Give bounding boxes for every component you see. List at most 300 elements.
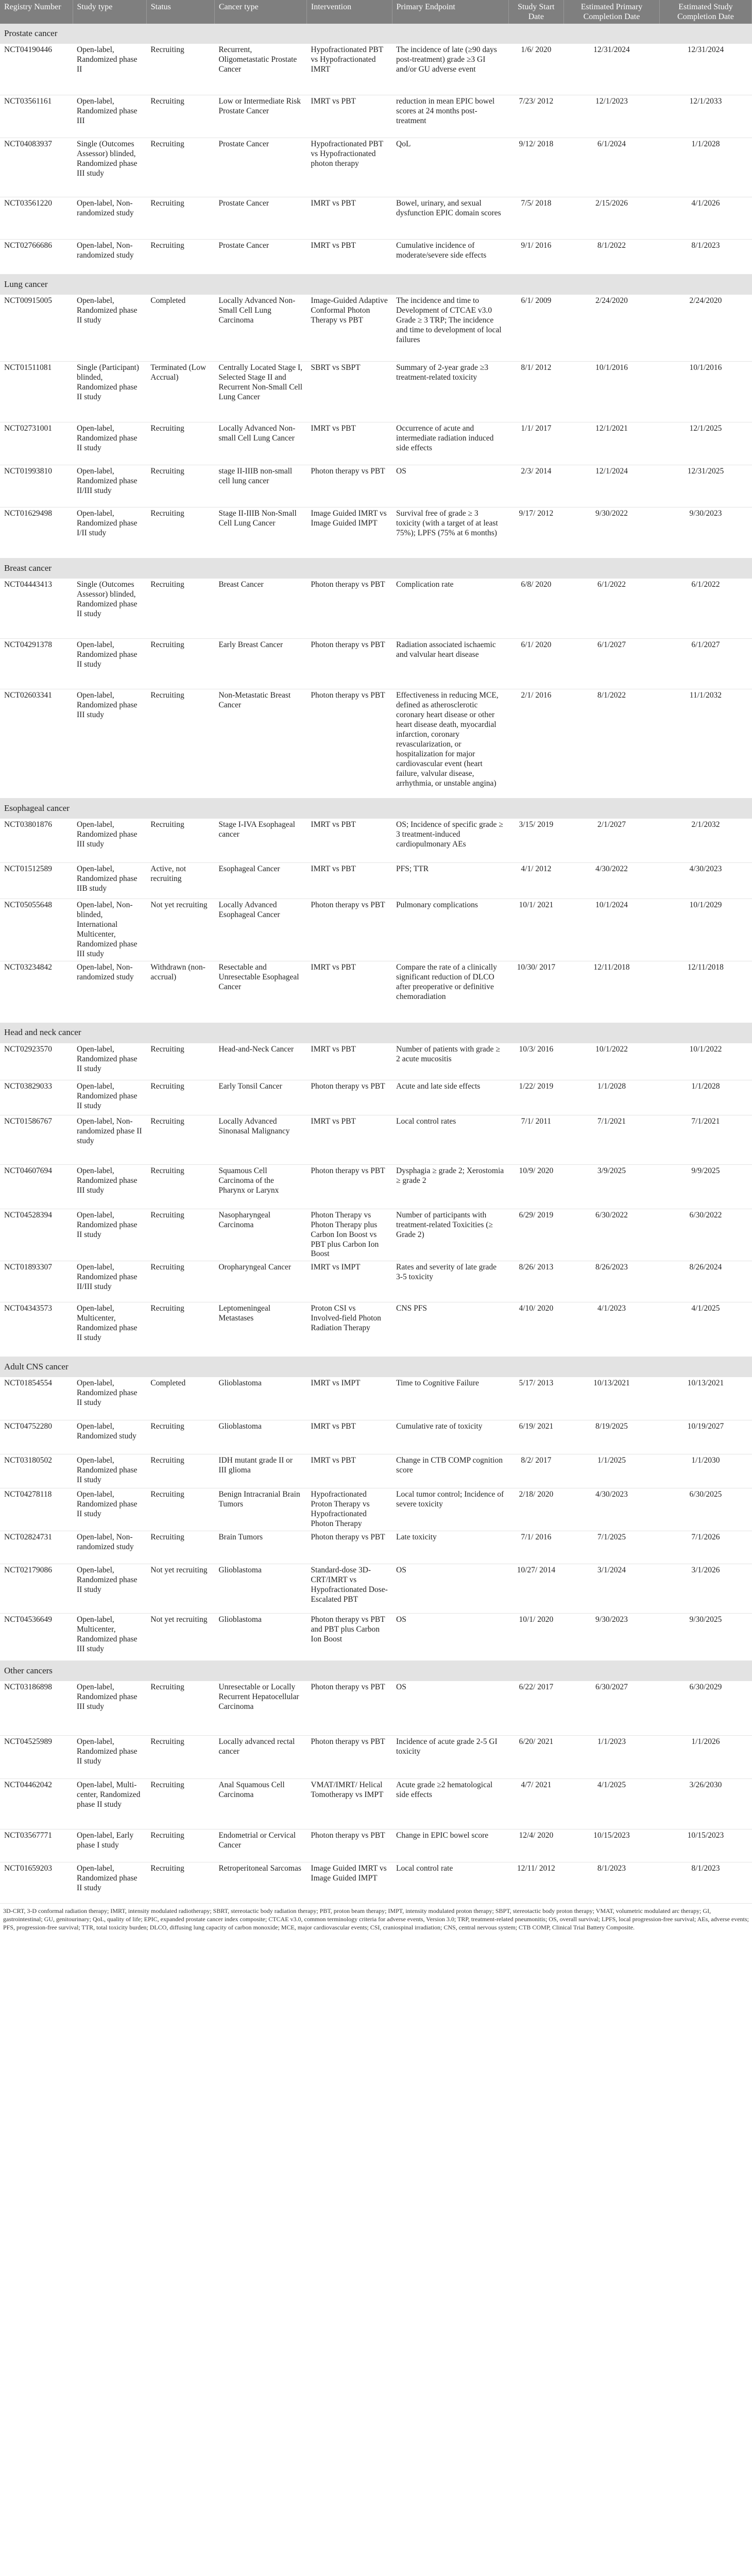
cell-status: Recruiting (146, 95, 214, 138)
cell-registry-number: NCT01854554 (0, 1377, 73, 1420)
cell-primary-endpoint: Acute and late side effects (392, 1080, 508, 1115)
cell-status: Terminated (Low Accrual) (146, 362, 214, 422)
cell-primary-endpoint: Survival free of grade ≥ 3 toxicity (with a target of at least 75%); LPFS (75% at 6 months) (392, 507, 508, 558)
cell-study-start-date: 6/22/ 2017 (508, 1681, 563, 1735)
cell-study-completion-date: 6/30/2025 (659, 1488, 751, 1531)
table-row (0, 1862, 752, 1903)
cell-cancer-type: Oropharyngeal Cancer (214, 1261, 306, 1302)
cell-primary-endpoint: Cumulative incidence of moderate/severe side effects (392, 240, 508, 275)
cell-study-start-date: 4/1/ 2012 (508, 863, 563, 899)
cell-study-type: Open-label, Randomized phase II/III study (73, 465, 146, 507)
cell-cancer-type: Unresectable or Locally Recurrent Hepatocellular Carcinoma (214, 1681, 306, 1735)
cell-primary-completion-date: 12/1/2023 (564, 95, 660, 138)
cell-study-start-date: 7/1/ 2011 (508, 1115, 563, 1164)
cell-intervention: Proton CSI vs Involved-field Photon Radiation Therapy (306, 1302, 392, 1357)
cell-primary-completion-date: 9/30/2023 (564, 1613, 660, 1660)
cell-intervention: SBRT vs SBPT (306, 362, 392, 422)
cell-primary-endpoint: Change in CTB COMP cognition score (392, 1454, 508, 1488)
cell-study-completion-date: 11/1/2032 (659, 689, 751, 799)
cell-study-completion-date: 9/30/2023 (659, 507, 751, 558)
cell-intervention: IMRT vs PBT (306, 197, 392, 240)
cell-status: Recruiting (146, 507, 214, 558)
cell-study-completion-date: 8/1/2023 (659, 1862, 751, 1903)
table-row (0, 1209, 752, 1261)
cell-primary-endpoint: reduction in mean EPIC bowel scores at 24 months post-treatment (392, 95, 508, 138)
cell-study-completion-date: 7/1/2026 (659, 1531, 751, 1564)
cell-primary-endpoint: Compare the rate of a clinically significant reduction of DLCO after preoperative or definitive chemoradiation (392, 961, 508, 1023)
cell-primary-completion-date: 10/13/2021 (564, 1377, 660, 1420)
cell-cancer-type: Non-Metastatic Breast Cancer (214, 689, 306, 799)
cell-status: Recruiting (146, 240, 214, 275)
cell-cancer-type: Resectable and Unresectable Esophageal Cancer (214, 961, 306, 1023)
cell-cancer-type: Locally Advanced Non-small Cell Lung Cancer (214, 422, 306, 465)
cell-study-completion-date: 12/31/2024 (659, 44, 751, 95)
table-row (0, 1115, 752, 1164)
cell-primary-endpoint: Dysphagia ≥ grade 2; Xerostomia ≥ grade 2 (392, 1164, 508, 1209)
cell-intervention: IMRT vs PBT (306, 961, 392, 1023)
cell-primary-completion-date: 8/1/2022 (564, 689, 660, 799)
cell-primary-endpoint: QoL (392, 138, 508, 197)
cell-study-start-date: 10/30/ 2017 (508, 961, 563, 1023)
cell-registry-number: NCT03180502 (0, 1454, 73, 1488)
cell-primary-completion-date: 12/1/2024 (564, 465, 660, 507)
cell-study-completion-date: 1/1/2026 (659, 1735, 751, 1778)
cell-study-completion-date: 4/30/2023 (659, 863, 751, 899)
cell-intervention: IMRT vs PBT (306, 422, 392, 465)
section-title: Lung cancer (0, 275, 752, 295)
cell-study-start-date: 12/4/ 2020 (508, 1829, 563, 1862)
cell-registry-number: NCT02603341 (0, 689, 73, 799)
cell-primary-completion-date: 10/1/2024 (564, 899, 660, 961)
cell-intervention: Photon therapy vs PBT (306, 689, 392, 799)
cell-study-completion-date: 6/1/2022 (659, 579, 751, 639)
cell-primary-completion-date: 10/1/2016 (564, 362, 660, 422)
cell-study-start-date: 2/3/ 2014 (508, 465, 563, 507)
cell-study-type: Open-label, Randomized phase II study (73, 1735, 146, 1778)
cell-intervention: Photon therapy vs PBT (306, 1681, 392, 1735)
table-row (0, 1488, 752, 1531)
cell-cancer-type: Nasopharyngeal Carcinoma (214, 1209, 306, 1261)
table-row (0, 95, 752, 138)
cell-study-completion-date: 10/19/2027 (659, 1420, 751, 1454)
cell-status: Recruiting (146, 1164, 214, 1209)
cell-status: Recruiting (146, 1209, 214, 1261)
cell-study-completion-date: 6/30/2022 (659, 1209, 751, 1261)
cell-primary-completion-date: 1/1/2023 (564, 1735, 660, 1778)
cell-cancer-type: Benign Intracranial Brain Tumors (214, 1488, 306, 1531)
section-title: Adult CNS cancer (0, 1357, 752, 1377)
cell-primary-completion-date: 4/1/2023 (564, 1302, 660, 1357)
cell-study-type: Open-label, Randomized phase II study (73, 422, 146, 465)
cell-registry-number: NCT03567771 (0, 1829, 73, 1862)
cell-study-type: Open-label, Non-randomized study (73, 197, 146, 240)
cell-registry-number: NCT01511081 (0, 362, 73, 422)
cell-study-completion-date: 12/1/2033 (659, 95, 751, 138)
cell-primary-completion-date: 2/24/2020 (564, 295, 660, 362)
cell-primary-endpoint: The incidence and time to Development of CTCAE v3.0 Grade ≥ 3 TRP; The incidence and time to development of local failures (392, 295, 508, 362)
cell-primary-endpoint: Radiation associated ischaemic and valvular heart disease (392, 639, 508, 689)
cell-cancer-type: Breast Cancer (214, 579, 306, 639)
cell-cancer-type: Prostate Cancer (214, 240, 306, 275)
cell-primary-completion-date: 6/1/2022 (564, 579, 660, 639)
cell-study-type: Open-label, Randomized phase II study (73, 1043, 146, 1080)
cell-primary-endpoint: Number of patients with grade ≥ 2 acute mucositis (392, 1043, 508, 1080)
cell-primary-endpoint: OS (392, 1564, 508, 1613)
cell-status: Recruiting (146, 639, 214, 689)
cell-cancer-type: Recurrent, Oligometastatic Prostate Cancer (214, 44, 306, 95)
cell-status: Recruiting (146, 579, 214, 639)
table-row (0, 465, 752, 507)
table-row (0, 1261, 752, 1302)
cell-registry-number: NCT03561220 (0, 197, 73, 240)
cell-study-type: Open-label, Non-randomized study (73, 961, 146, 1023)
cell-study-type: Open-label, Multi-center, Randomized phase II study (73, 1778, 146, 1829)
cell-study-type: Open-label, Early phase I study (73, 1829, 146, 1862)
cell-intervention: Image-Guided Adaptive Conformal Photon Therapy vs PBT (306, 295, 392, 362)
cell-study-completion-date: 2/1/2032 (659, 819, 751, 863)
cell-study-completion-date: 10/1/2029 (659, 899, 751, 961)
cell-study-completion-date: 6/1/2027 (659, 639, 751, 689)
cell-study-type: Open-label, Randomized phase II (73, 44, 146, 95)
cell-primary-endpoint: OS (392, 1613, 508, 1660)
cell-study-completion-date: 9/30/2025 (659, 1613, 751, 1660)
cell-cancer-type: Brain Tumors (214, 1531, 306, 1564)
cell-primary-endpoint: OS; Incidence of specific grade ≥ 3 treatment-induced cardiopulmonary AEs (392, 819, 508, 863)
cell-primary-endpoint: Summary of 2-year grade ≥3 treatment-related toxicity (392, 362, 508, 422)
cell-registry-number: NCT05055648 (0, 899, 73, 961)
cell-study-type: Open-label, Randomized phase IIB study (73, 863, 146, 899)
table-row (0, 1377, 752, 1420)
cell-primary-completion-date: 8/1/2022 (564, 240, 660, 275)
cell-primary-completion-date: 7/1/2025 (564, 1531, 660, 1564)
section-title: Head and neck cancer (0, 1023, 752, 1043)
cell-study-start-date: 9/12/ 2018 (508, 138, 563, 197)
cell-study-start-date: 8/2/ 2017 (508, 1454, 563, 1488)
cell-cancer-type: Stage II-IIIB Non-Small Cell Lung Cancer (214, 507, 306, 558)
cell-status: Recruiting (146, 1829, 214, 1862)
cell-cancer-type: IDH mutant grade II or III glioma (214, 1454, 306, 1488)
cell-registry-number: NCT03561161 (0, 95, 73, 138)
cell-intervention: Photon therapy vs PBT (306, 465, 392, 507)
table-row (0, 422, 752, 465)
cell-status: Recruiting (146, 1261, 214, 1302)
cell-primary-completion-date: 8/26/2023 (564, 1261, 660, 1302)
header-status: Status (146, 0, 214, 24)
cell-registry-number: NCT02766686 (0, 240, 73, 275)
cell-primary-endpoint: PFS; TTR (392, 863, 508, 899)
cell-study-type: Open-label, Non-blinded, International Multicenter, Randomized phase III study (73, 899, 146, 961)
cell-status: Recruiting (146, 1488, 214, 1531)
cell-study-start-date: 6/20/ 2021 (508, 1735, 563, 1778)
cell-intervention: Photon therapy vs PBT (306, 1080, 392, 1115)
cell-intervention: IMRT vs PBT (306, 1420, 392, 1454)
cell-study-type: Open-label, Randomized phase II study (73, 639, 146, 689)
cell-registry-number: NCT02923570 (0, 1043, 73, 1080)
cell-study-type: Open-label, Randomized phase III (73, 95, 146, 138)
cell-primary-completion-date: 1/1/2025 (564, 1454, 660, 1488)
header-study-type: Study type (73, 0, 146, 24)
cell-status: Recruiting (146, 1043, 214, 1080)
cell-study-completion-date: 10/1/2022 (659, 1043, 751, 1080)
cell-study-start-date: 2/18/ 2020 (508, 1488, 563, 1531)
cell-registry-number: NCT01993810 (0, 465, 73, 507)
cell-study-type: Open-label, Randomized phase III study (73, 819, 146, 863)
cell-study-type: Open-label, Non-randomized study (73, 1531, 146, 1564)
cell-study-start-date: 3/15/ 2019 (508, 819, 563, 863)
cell-primary-endpoint: Local tumor control; Incidence of severe toxicity (392, 1488, 508, 1531)
cell-study-start-date: 9/17/ 2012 (508, 507, 563, 558)
cell-intervention: Photon therapy vs PBT (306, 579, 392, 639)
section-title: Prostate cancer (0, 24, 752, 44)
cell-study-start-date: 2/1/ 2016 (508, 689, 563, 799)
table-row (0, 579, 752, 639)
cell-registry-number: NCT04190446 (0, 44, 73, 95)
table-row (0, 1564, 752, 1613)
cell-registry-number: NCT03829033 (0, 1080, 73, 1115)
cell-study-start-date: 1/1/ 2017 (508, 422, 563, 465)
cell-primary-completion-date: 12/11/2018 (564, 961, 660, 1023)
cell-study-completion-date: 10/13/2021 (659, 1377, 751, 1420)
header-intervention: Intervention (306, 0, 392, 24)
cell-primary-endpoint: Local control rates (392, 1115, 508, 1164)
cell-primary-completion-date: 8/1/2023 (564, 1862, 660, 1903)
cell-cancer-type: Stage I-IVA Esophageal cancer (214, 819, 306, 863)
cell-status: Recruiting (146, 1681, 214, 1735)
cell-intervention: Photon therapy vs PBT (306, 1735, 392, 1778)
cell-study-start-date: 6/8/ 2020 (508, 579, 563, 639)
table-row (0, 1681, 752, 1735)
cell-study-completion-date: 3/1/2026 (659, 1564, 751, 1613)
cell-study-start-date: 6/1/ 2009 (508, 295, 563, 362)
cell-status: Not yet recruiting (146, 1564, 214, 1613)
cell-study-type: Open-label, Non-randomized study (73, 240, 146, 275)
cell-registry-number: NCT04343573 (0, 1302, 73, 1357)
cell-cancer-type: Head-and-Neck Cancer (214, 1043, 306, 1080)
header-primary-completion-date: Estimated Primary Completion Date (564, 0, 660, 24)
cell-intervention: Photon Therapy vs Photon Therapy plus Carbon Ion Boost vs PBT plus Carbon Ion Boost (306, 1209, 392, 1261)
cell-study-start-date: 10/1/ 2021 (508, 899, 563, 961)
cell-registry-number: NCT01512589 (0, 863, 73, 899)
cell-status: Withdrawn (non-accrual) (146, 961, 214, 1023)
cell-study-completion-date: 8/26/2024 (659, 1261, 751, 1302)
cell-study-type: Open-label, Randomized study (73, 1420, 146, 1454)
cell-primary-endpoint: Rates and severity of late grade 3-5 toxicity (392, 1261, 508, 1302)
cell-study-completion-date: 9/9/2025 (659, 1164, 751, 1209)
cell-intervention: IMRT vs PBT (306, 240, 392, 275)
table-row (0, 689, 752, 799)
cell-cancer-type: Squamous Cell Carcinoma of the Pharynx or Larynx (214, 1164, 306, 1209)
cell-primary-endpoint: CNS PFS (392, 1302, 508, 1357)
cell-status: Active, not recruiting (146, 863, 214, 899)
cell-primary-completion-date: 4/30/2023 (564, 1488, 660, 1531)
cell-status: Not yet recruiting (146, 899, 214, 961)
cell-study-type: Open-label, Randomized phase II study (73, 1862, 146, 1903)
cell-cancer-type: stage II-IIIB non-small cell lung cancer (214, 465, 306, 507)
table-row (0, 1454, 752, 1488)
header-registry-number: Registry Number (0, 0, 73, 24)
cell-study-type: Single (Outcomes Assessor) blinded, Randomized phase II study (73, 579, 146, 639)
cell-registry-number: NCT04525989 (0, 1735, 73, 1778)
cell-status: Recruiting (146, 422, 214, 465)
cell-registry-number: NCT02179086 (0, 1564, 73, 1613)
cell-study-start-date: 5/17/ 2013 (508, 1377, 563, 1420)
cell-intervention: IMRT vs PBT (306, 819, 392, 863)
cell-intervention: VMAT/IMRT/ Helical Tomotherapy vs IMPT (306, 1778, 392, 1829)
table-row (0, 863, 752, 899)
cell-study-type: Open-label, Multicenter, Randomized phase III study (73, 1613, 146, 1660)
cell-cancer-type: Prostate Cancer (214, 138, 306, 197)
cell-study-completion-date: 3/26/2030 (659, 1778, 751, 1829)
table-row (0, 1302, 752, 1357)
cell-registry-number: NCT03186898 (0, 1681, 73, 1735)
cell-registry-number: NCT04462042 (0, 1778, 73, 1829)
cell-intervention: IMRT vs PBT (306, 95, 392, 138)
cell-primary-completion-date: 6/1/2027 (564, 639, 660, 689)
cell-primary-completion-date: 4/1/2025 (564, 1778, 660, 1829)
cell-primary-endpoint: Number of participants with treatment-related Toxicities (≥ Grade 2) (392, 1209, 508, 1261)
cell-registry-number: NCT04607694 (0, 1164, 73, 1209)
table-row (0, 362, 752, 422)
table-row (0, 1420, 752, 1454)
table-row (0, 1735, 752, 1778)
table-row (0, 1829, 752, 1862)
cell-registry-number: NCT01586767 (0, 1115, 73, 1164)
table-row (0, 961, 752, 1023)
cell-status: Recruiting (146, 44, 214, 95)
cell-study-type: Single (Participant) blinded, Randomized phase II study (73, 362, 146, 422)
cell-study-start-date: 10/9/ 2020 (508, 1164, 563, 1209)
cell-registry-number: NCT01629498 (0, 507, 73, 558)
cell-intervention: IMRT vs IMPT (306, 1261, 392, 1302)
section-header (0, 799, 752, 819)
cell-cancer-type: Locally Advanced Non-Small Cell Lung Carcinoma (214, 295, 306, 362)
table-row (0, 1164, 752, 1209)
cell-study-start-date: 12/11/ 2012 (508, 1862, 563, 1903)
cell-registry-number: NCT04443413 (0, 579, 73, 639)
section-header (0, 1023, 752, 1043)
cell-cancer-type: Centrally Located Stage I, Selected Stage II and Recurrent Non-Small Cell Lung Cancer (214, 362, 306, 422)
section-title: Esophageal cancer (0, 799, 752, 819)
cell-registry-number: NCT04536649 (0, 1613, 73, 1660)
cell-study-start-date: 6/29/ 2019 (508, 1209, 563, 1261)
cell-intervention: Photon therapy vs PBT (306, 1164, 392, 1209)
cell-primary-endpoint: OS (392, 1681, 508, 1735)
cell-cancer-type: Leptomeningeal Metastases (214, 1302, 306, 1357)
section-title: Other cancers (0, 1660, 752, 1681)
cell-primary-endpoint: Occurrence of acute and intermediate radiation induced side effects (392, 422, 508, 465)
cell-status: Recruiting (146, 1531, 214, 1564)
cell-status: Recruiting (146, 1454, 214, 1488)
section-header (0, 558, 752, 579)
cell-primary-completion-date: 9/30/2022 (564, 507, 660, 558)
cell-study-type: Open-label, Randomized phase III study (73, 689, 146, 799)
cell-study-start-date: 10/27/ 2014 (508, 1564, 563, 1613)
cell-primary-endpoint: Time to Cognitive Failure (392, 1377, 508, 1420)
cell-study-type: Open-label, Multicenter, Randomized phase II study (73, 1302, 146, 1357)
cell-status: Recruiting (146, 689, 214, 799)
cell-study-completion-date: 12/31/2025 (659, 465, 751, 507)
cell-study-type: Single (Outcomes Assessor) blinded, Randomized phase III study (73, 138, 146, 197)
cell-status: Recruiting (146, 1302, 214, 1357)
cell-status: Recruiting (146, 819, 214, 863)
cell-status: Recruiting (146, 1862, 214, 1903)
cell-primary-endpoint: Pulmonary complications (392, 899, 508, 961)
cell-status: Recruiting (146, 1778, 214, 1829)
cell-primary-completion-date: 12/31/2024 (564, 44, 660, 95)
table-row (0, 1613, 752, 1660)
cell-study-start-date: 1/6/ 2020 (508, 44, 563, 95)
cell-intervention: Hypofractionated Proton Therapy vs Hypofractionated Photon Therapy (306, 1488, 392, 1531)
section-header (0, 24, 752, 44)
cell-status: Not yet recruiting (146, 1613, 214, 1660)
cell-primary-completion-date: 7/1/2021 (564, 1115, 660, 1164)
cell-study-type: Open-label, Randomized phase II study (73, 1080, 146, 1115)
table-row (0, 639, 752, 689)
cell-primary-endpoint: Effectiveness in reducing MCE, defined as atherosclerotic coronary heart disease or other heart disease death, myocardial infarction, coronary revascularization, or hospitalization for major cardiovascular event (heart failure, valvular disease, arrhythmia, or unstable angina) (392, 689, 508, 799)
cell-study-completion-date: 6/30/2029 (659, 1681, 751, 1735)
cell-status: Recruiting (146, 1080, 214, 1115)
cell-intervention: Photon therapy vs PBT (306, 1531, 392, 1564)
cell-intervention: Photon therapy vs PBT (306, 1829, 392, 1862)
cell-intervention: Standard-dose 3D-CRT/IMRT vs Hypofractionated Dose-Escalated PBT (306, 1564, 392, 1613)
cell-cancer-type: Glioblastoma (214, 1377, 306, 1420)
cell-intervention: Image Guided IMRT vs Image Guided IMPT (306, 507, 392, 558)
cell-study-completion-date: 10/15/2023 (659, 1829, 751, 1862)
cell-study-type: Open-label, Randomized phase II study (73, 1488, 146, 1531)
cell-study-completion-date: 10/1/2016 (659, 362, 751, 422)
cell-primary-completion-date: 10/15/2023 (564, 1829, 660, 1862)
cell-registry-number: NCT00915005 (0, 295, 73, 362)
cell-status: Recruiting (146, 1115, 214, 1164)
cell-study-completion-date: 12/1/2025 (659, 422, 751, 465)
cell-study-start-date: 9/1/ 2016 (508, 240, 563, 275)
cell-cancer-type: Retroperitoneal Sarcomas (214, 1862, 306, 1903)
cell-primary-completion-date: 1/1/2028 (564, 1080, 660, 1115)
cell-study-start-date: 4/7/ 2021 (508, 1778, 563, 1829)
cell-primary-completion-date: 2/15/2026 (564, 197, 660, 240)
cell-study-start-date: 4/10/ 2020 (508, 1302, 563, 1357)
cell-study-start-date: 6/1/ 2020 (508, 639, 563, 689)
cell-registry-number: NCT04291378 (0, 639, 73, 689)
cell-intervention: Photon therapy vs PBT (306, 899, 392, 961)
cell-study-type: Open-label, Randomized phase III study (73, 1164, 146, 1209)
cell-cancer-type: Anal Squamous Cell Carcinoma (214, 1778, 306, 1829)
cell-study-start-date: 8/26/ 2013 (508, 1261, 563, 1302)
cell-study-completion-date: 8/1/2023 (659, 240, 751, 275)
cell-study-start-date: 10/1/ 2020 (508, 1613, 563, 1660)
cell-study-type: Open-label, Randomized phase II/III study (73, 1261, 146, 1302)
header-study-completion-date: Estimated Study Completion Date (659, 0, 751, 24)
cell-registry-number: NCT04278118 (0, 1488, 73, 1531)
cell-status: Recruiting (146, 1735, 214, 1778)
cell-study-completion-date: 1/1/2028 (659, 1080, 751, 1115)
cell-primary-endpoint: The incidence of late (≥90 days post-treatment) grade ≥3 GI and/or GU adverse event (392, 44, 508, 95)
cell-cancer-type: Low or Intermediate Risk Prostate Cancer (214, 95, 306, 138)
cell-study-completion-date: 1/1/2028 (659, 138, 751, 197)
cell-study-type: Open-label, Randomized phase II study (73, 1377, 146, 1420)
table-row (0, 240, 752, 275)
cell-primary-endpoint: OS (392, 465, 508, 507)
cell-registry-number: NCT03801876 (0, 819, 73, 863)
cell-cancer-type: Locally Advanced Esophageal Cancer (214, 899, 306, 961)
cell-study-type: Open-label, Randomized phase III study (73, 1681, 146, 1735)
table-row (0, 1043, 752, 1080)
cell-primary-completion-date: 6/30/2022 (564, 1209, 660, 1261)
cell-registry-number: NCT03234842 (0, 961, 73, 1023)
cell-intervention: IMRT vs IMPT (306, 1377, 392, 1420)
cell-primary-completion-date: 2/1/2027 (564, 819, 660, 863)
cell-primary-endpoint: Cumulative rate of toxicity (392, 1420, 508, 1454)
